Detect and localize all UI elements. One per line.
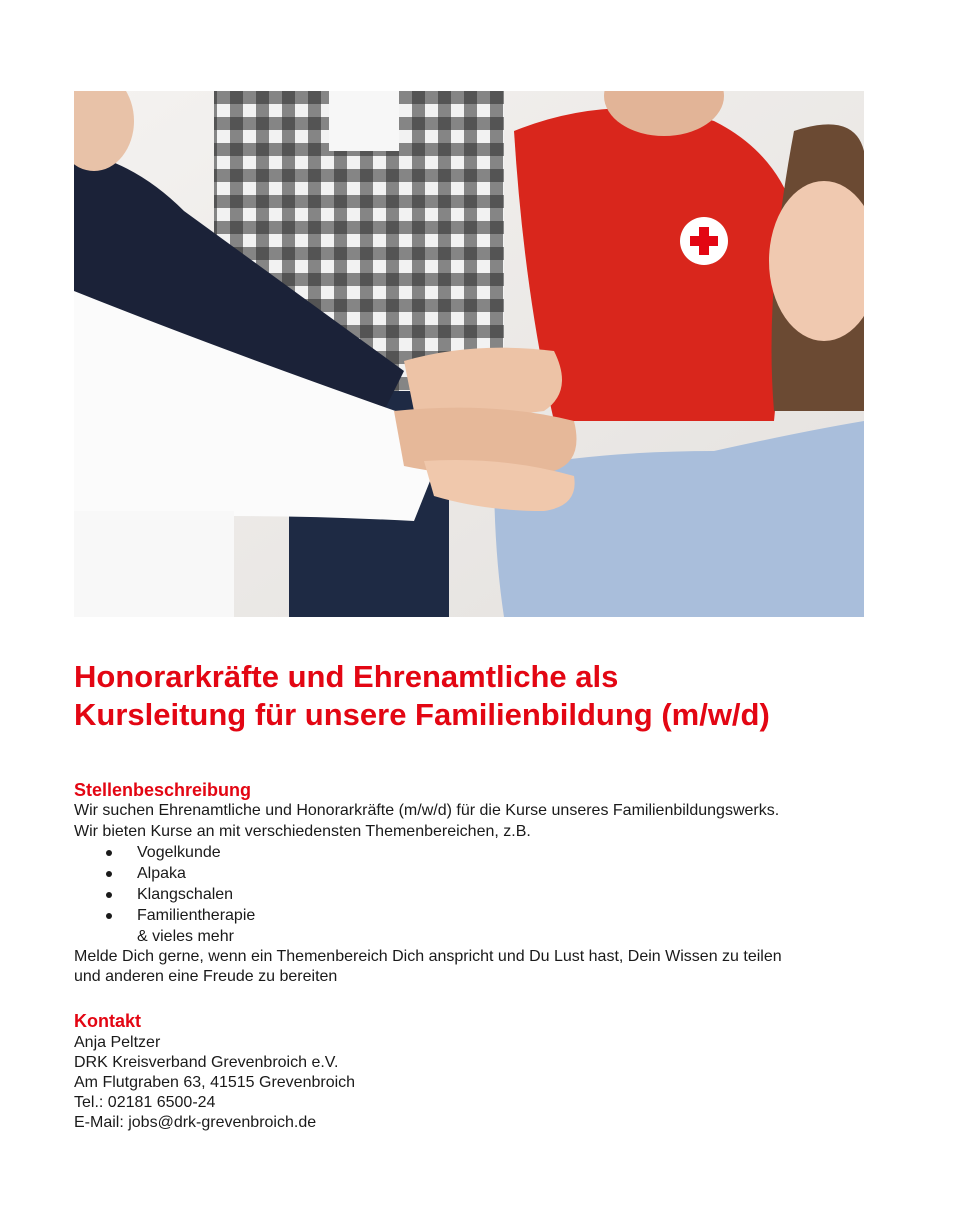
description-closing-line-2: und anderen eine Freude zu bereiten — [74, 968, 338, 985]
stacked-hands — [404, 348, 562, 416]
contact-organization: DRK Kreisverband Grevenbroich e.V. — [74, 1054, 339, 1071]
contact-heading: Kontakt — [74, 1011, 141, 1031]
bullet-icon — [106, 871, 112, 877]
topic-item: Alpaka — [137, 865, 186, 882]
contact-phone[interactable]: Tel.: 02181 6500-24 — [74, 1094, 216, 1111]
title-line-1: Honorarkräfte und Ehrenamtliche als — [74, 659, 619, 694]
description-heading: Stellenbeschreibung — [74, 780, 252, 800]
group-hands-illustration — [74, 91, 864, 617]
bullet-icon — [106, 913, 112, 919]
contact-email[interactable]: E-Mail: jobs@drk-grevenbroich.de — [74, 1114, 317, 1131]
bullet-icon — [106, 850, 112, 856]
topic-more: & vieles mehr — [137, 928, 234, 945]
bullet-icon — [106, 892, 112, 898]
description-intro-line-2: Wir bieten Kurse an mit verschiedensten Themenbereichen, z.B. — [74, 823, 531, 840]
contact-address: Am Flutgraben 63, 41515 Grevenbroich — [74, 1074, 356, 1091]
team-hands-photo — [74, 91, 864, 617]
description-intro-line-1: Wir suchen Ehrenamtliche und Honorarkräfte (m/w/d) für die Kurse unseres Familienbildungswerks. — [74, 802, 780, 819]
description-closing-line-1: Melde Dich gerne, wenn ein Themenbereich Dich anspricht und Du Lust hast, Dein Wissen zu teilen — [74, 948, 782, 965]
page-title — [74, 658, 894, 734]
topic-item: Familientherapie — [137, 907, 256, 924]
contact-name: Anja Peltzer — [74, 1034, 161, 1051]
title-line-2: Kursleitung für unsere Familienbildung (m/w/d) — [74, 697, 770, 732]
topic-item: Klangschalen — [137, 886, 234, 903]
topic-item: Vogelkunde — [137, 844, 221, 861]
